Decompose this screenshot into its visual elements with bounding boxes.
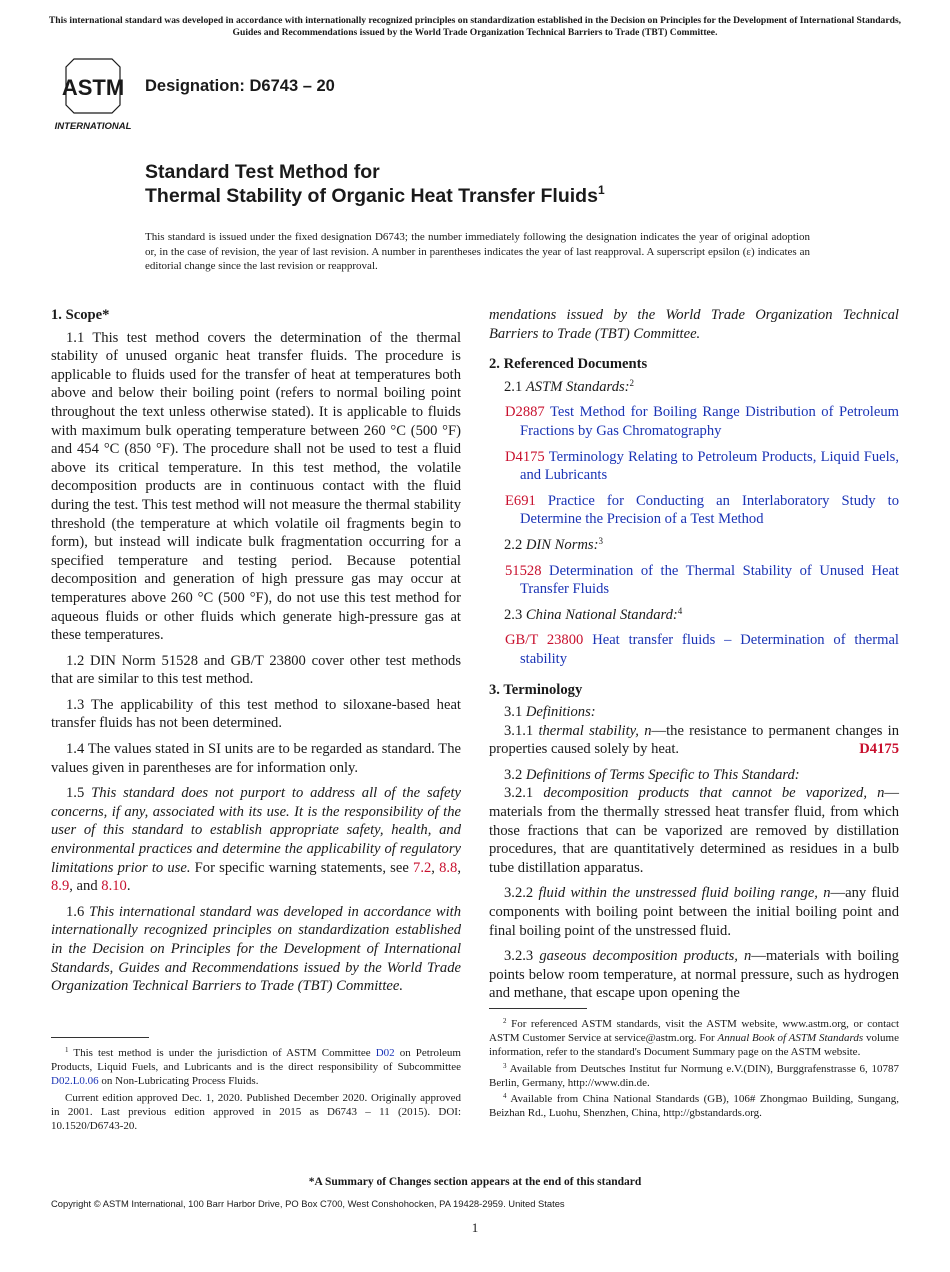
ref-tag-d4175[interactable]: D4175 bbox=[859, 741, 899, 758]
right-column bbox=[489, 306, 899, 1010]
footnote-rule-right bbox=[489, 1008, 587, 1009]
subsection-2-3: 2.3 China National Standard:$^4$ bbox=[504, 605, 683, 623]
link-committee-d02[interactable]: D02 bbox=[375, 1047, 395, 1059]
footnote-rule-left bbox=[51, 1037, 149, 1038]
section-heading-scope: 1. Scope* bbox=[51, 307, 110, 323]
para-1-4: 1.4 The values stated in SI units are to be regarded as standard. The values given in parentheses are for information only. bbox=[51, 741, 461, 776]
footnotes-right bbox=[489, 1017, 899, 1122]
para-1-6: 1.6 This international standard was developed in accordance with internationally recognized principles on standardization established in the Decision on Principles for the Development of International Standards, Guides and Recommendations issued by the World Trade Organization Technical Barriers to Trade (TBT) Committee. bbox=[51, 903, 462, 995]
header-notice: This international standard was developed in accordance with internationally recognized principles on standardization established in the Decision on Principles for the Development of International Standards, Guides and Recommendations issued by the World Trade Organization Technical Barriers to Trade (TBT) Committee. bbox=[48, 15, 902, 38]
subsection-2-2: 2.2 DIN Norms:$^3$ bbox=[504, 535, 603, 553]
subsection-3-1: 3.1 Definitions: bbox=[504, 704, 596, 721]
def-3-2-3: 3.2.3 gaseous decomposition products, n—materials with boiling points below room temperature, at normal pressure, such as hydrogen and methane, that escape upon opening the bbox=[489, 948, 899, 1002]
copyright-line: Copyright © ASTM International, 100 Barr Harbor Drive, PO Box C700, West Conshohocken, PA 19428-2959. United States bbox=[51, 1198, 565, 1209]
logo-text: INTERNATIONAL bbox=[54, 121, 132, 132]
ref-e691[interactable]: E691 Practice for Conducting an Interlaboratory Study to Determine the Precision of a Test Method bbox=[505, 492, 899, 528]
subsection-3-2: 3.2 Definitions of Terms Specific to This Standard: bbox=[504, 766, 800, 783]
page-number: 1 bbox=[471, 1220, 479, 1235]
footnote-1-edition: Current edition approved Dec. 1, 2020. Published December 2020. Originally approved in 2001. Last previous edition approved in 2015 as D6743 – 11 (2015). DOI: 10.1520/D6743-20. bbox=[51, 1091, 461, 1133]
def-3-2-2: 3.2.2 fluid within the unstressed fluid boiling range, n—any fluid components with boiling point between the initial boiling point and final boiling point of the unstressed fluid. bbox=[489, 885, 899, 939]
left-column bbox=[51, 306, 461, 1003]
def-3-2-1: 3.2.1 decomposition products that cannot be vaporized, n—materials from the thermally stressed heat transfer fluid, from which those fractions that can be vaporized are removed by distillation procedures, that are quantitatively determined as residues in a bulb tube distillation apparatus. bbox=[489, 785, 899, 876]
link-8-9[interactable]: 8.9 bbox=[51, 878, 70, 895]
footnote-1: $^1$ This test method is under the jurisdiction of ASTM Committee D02 on Petroleum Products, Liquid Fuels, and Lubricants and is the direct responsibility of Subcommittee D02.L0.06 on Non-Lubricating Process Fluids. bbox=[51, 1046, 461, 1088]
section-heading-referenced: 2. Referenced Documents bbox=[489, 356, 648, 373]
logo-letters: ASTM bbox=[61, 75, 125, 100]
astm-logo bbox=[52, 55, 134, 133]
para-1-1: 1.1 This test method covers the determination of the thermal stability of unused organic heat transfer fluids. The procedure is applicable to fluids used for the transfer of heat at temperatures both above and below their boiling point (refers to normal boiling point throughout the text unless otherwise stated). It is applicable to fluids with maximum bulk operating temperature between 260 °C (500 °F) and 454 °C (850 °F). The procedure shall not be used to test a fluid above its critical temperature. In this test method, the volatile decomposition products are in continuous contact with the fluid during the test. This test method will not measure the thermal stability threshold (the temperature at which volatile oil fragments begin to form), but instead will indicate bulk fragmentation occurring for a specified temperature and testing period. Because potential decomposition and generation of high pressure gas may occur at temperatures above 260 °C (500 °F), do not use this test method for aqueous fluids or other fluids which generate high-pressure gas at these temperatures. bbox=[51, 329, 461, 644]
para-1-5: 1.5 This standard does not purport to address all of the safety concerns, if any, associated with its use. It is the responsibility of the user of this standard to establish appropriate safety, health, and environmental practices and determine the applicability of regulatory limitations prior to use. For specific warning statements, see 7.2, 8.8, 8.9, and 8.10. bbox=[51, 785, 462, 895]
footnote-3: $^3$ Available from Deutsches Institut fur Normung e.V.(DIN), Burggrafenstrasse 6, 10787 Berlin, Germany, http://www.din.de. bbox=[489, 1061, 899, 1089]
ref-d4175[interactable]: D4175 Terminology Relating to Petroleum Products, Liquid Fuels, and Lubricants bbox=[505, 448, 900, 484]
ref-gbt-23800[interactable]: GB/T 23800 Heat transfer fluids – Determination of thermal stability bbox=[505, 632, 899, 667]
subsection-2-1: 2.1 ASTM Standards:$^2$ bbox=[504, 377, 635, 395]
footnote-4: $^4$ Available from China National Standards (GB), 106# Zhongmao Building, Sungang, Beizhan Rd., Luohu, Shenzhen, China, http://gbstandards.org. bbox=[489, 1092, 899, 1120]
title-line-2: Thermal Stability of Organic Heat Transfer Fluids$^1$ bbox=[145, 183, 605, 207]
title-footnote-mark[interactable]: 1 bbox=[597, 183, 605, 197]
section-heading-terminology: 3. Terminology bbox=[489, 681, 583, 698]
footnote-2: $^2$ For referenced ASTM standards, visit the ASTM website, www.astm.org, or contact ASTM Customer Service at service@astm.org. For Annual Book of ASTM Standards volume information, refer to the standard's Document Summary page on the ASTM website. bbox=[489, 1017, 899, 1059]
link-7-2[interactable]: 7.2 bbox=[413, 859, 432, 876]
ref-d2887[interactable]: D2887 Test Method for Boiling Range Distribution of Petroleum Fractions by Gas Chromatography bbox=[505, 404, 899, 439]
document-title bbox=[145, 160, 605, 208]
summary-of-changes-note: *A Summary of Changes section appears at the end of this standard bbox=[308, 1176, 642, 1188]
designation: Designation: D6743 – 20 bbox=[145, 77, 335, 95]
para-1-3: 1.3 The applicability of this test method to siloxane-based heat transfer fluids has not been determined. bbox=[51, 696, 461, 732]
link-subcommittee[interactable]: D02.L0.06 bbox=[51, 1075, 99, 1088]
para-1-2: 1.2 DIN Norm 51528 and GB/T 23800 cover other test methods that are similar to this test method. bbox=[51, 652, 461, 688]
footnotes-left bbox=[51, 1046, 461, 1135]
ref-din-51528[interactable]: 51528 Determination of the Thermal Stability of Unused Heat Transfer Fluids bbox=[505, 562, 899, 598]
def-3-1-1: 3.1.1 thermal stability, n—the resistance to permanent changes in properties caused solely by heat. D4175 bbox=[489, 722, 899, 758]
para-1-6-continued: mendations issued by the World Trade Organization Technical Barriers to Trade (TBT) Committee. bbox=[489, 307, 899, 342]
title-line-1: Standard Test Method for bbox=[145, 161, 380, 183]
link-8-10[interactable]: 8.10 bbox=[101, 878, 127, 895]
issuance-note: This standard is issued under the fixed designation D6743; the number immediately following the designation indicates the year of original adoption or, in the case of revision, the year of last revision. A number in parentheses indicates the year of last reapproval. A superscript epsilon (ε) indicates an editorial change since the last revision or reapproval. bbox=[145, 231, 810, 273]
link-8-8[interactable]: 8.8 bbox=[439, 859, 458, 876]
